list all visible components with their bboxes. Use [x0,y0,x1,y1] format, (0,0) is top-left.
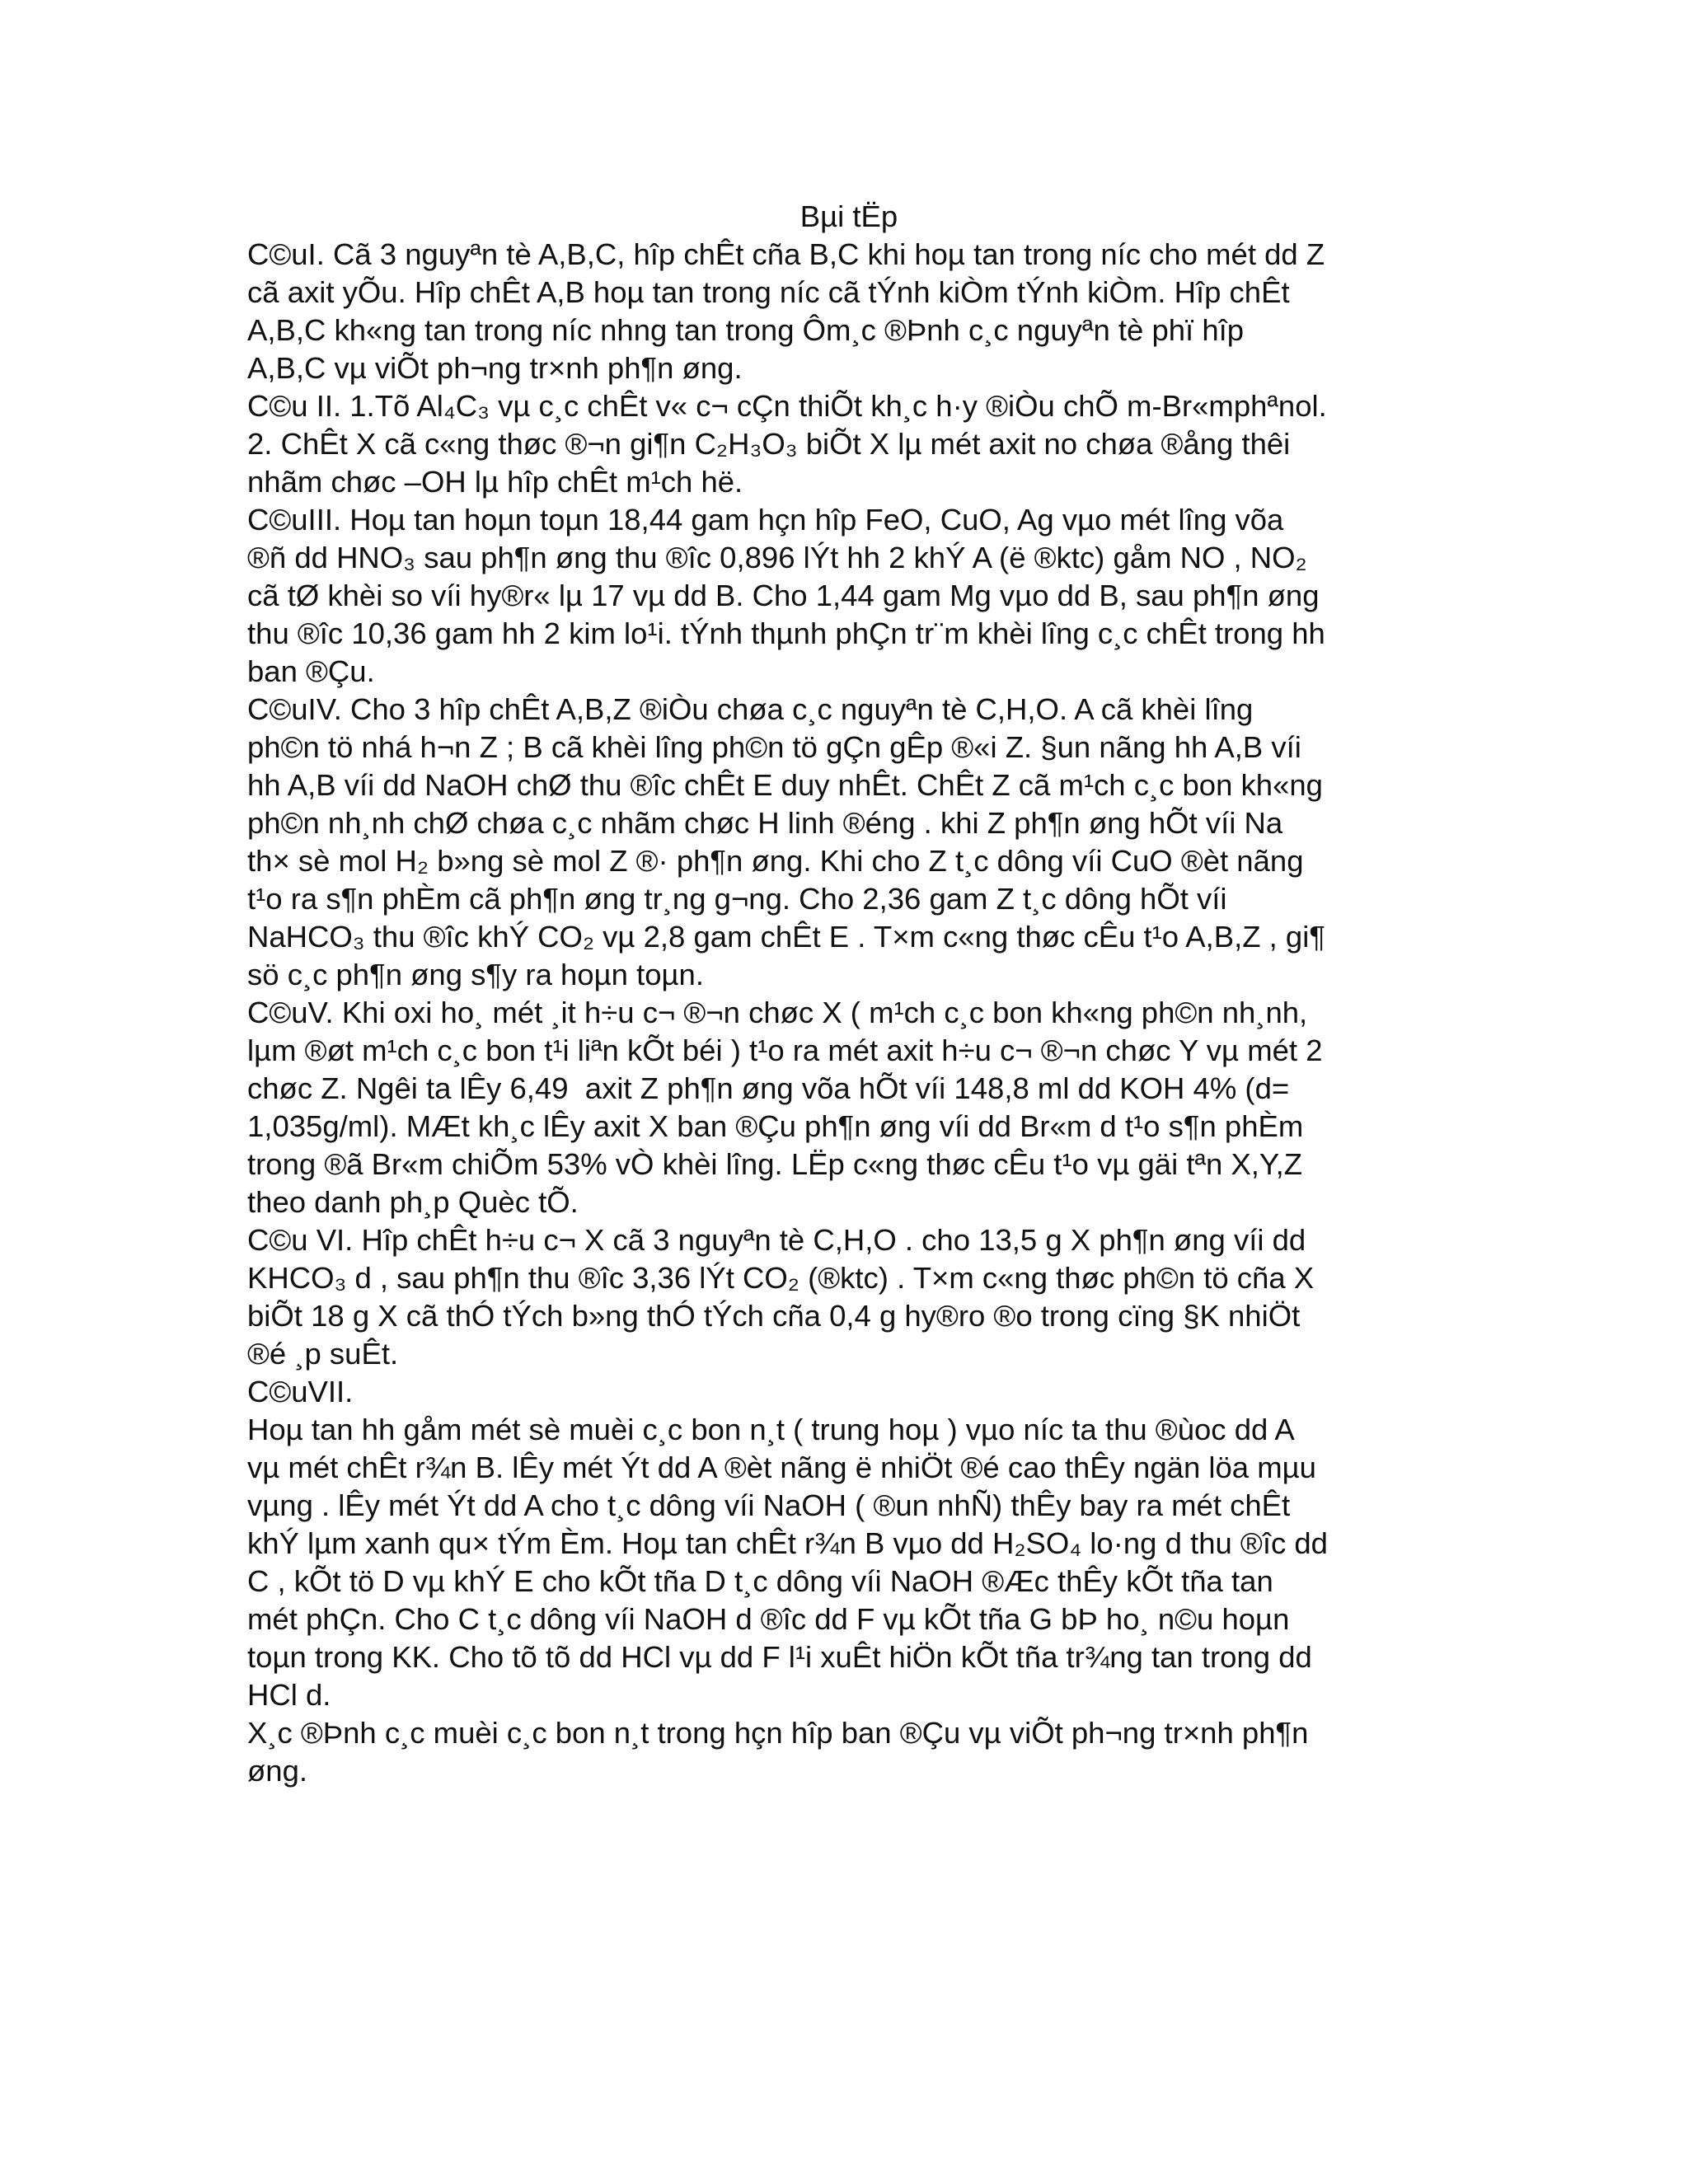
text-line: A,B,C kh«ng tan trong níc nhng tan trong Ôm¸c ®Þnh c¸c nguyªn tè phï hîp [247,313,1245,347]
text-line: vµ mét chÊt r¾n B. lÊy mét Ýt dd A ®èt nãng ë nhiÖt ®é cao thÊy ngän löa mµu [247,1451,1316,1484]
question-paragraph [247,387,1451,501]
text-line: theo danh ph¸p Quèc tÕ. [247,1185,579,1219]
text-line: C©u VI. Hîp chÊt h÷u c¬ X cã 3 nguyªn tè C,H,O . cho 13,5 g X ph¶n øng víi dd [247,1223,1306,1257]
question-paragraph [247,1411,1451,1714]
text-line: ban ®Çu. [247,654,375,688]
text-line: C©uV. Khi oxi ho¸ mét ¸it h÷u c¬ ®¬n chøc X ( m¹ch c¸c bon kh«ng ph©n nh¸nh, [247,996,1308,1029]
text-line: A,B,C vµ viÕt ph¬ng tr×nh ph¶n øng. [247,351,743,385]
text-line: ph©n tö nhá h¬n Z ; B cã khèi lîng ph©n tö gÇn gÊp ®«i Z. §un nãng hh A,B víi [247,730,1301,764]
text-line: 2. ChÊt X cã c«ng thøc ®¬n gi¶n C₂H₃O₃ biÕt X lµ mét axit no chøa ®ång thêi [247,427,1291,461]
question-paragraph [247,1714,1451,1790]
text-line: toµn trong KK. Cho tõ tõ dd HCl vµ dd F l¹i xuÊt hiÖn kÕt tña tr¾ng tan trong dd [247,1640,1312,1674]
text-line: thu ®îc 10,36 gam hh 2 kim lo¹i. tÝnh thµnh phÇn tr¨m khèi lîng c¸c chÊt trong hh [247,616,1325,650]
text-line: chøc Z. Ngêi ta lÊy 6,49 axit Z ph¶n øng võa hÕt víi 148,8 ml dd KOH 4% (d= [247,1071,1290,1105]
text-line: HCl d. [247,1678,331,1712]
text-line: lµm ®øt m¹ch c¸c bon t¹i liªn kÕt béi ) t¹o ra mét axit h÷u c¬ ®¬n chøc Y vµ mét 2 [247,1033,1323,1067]
text-line: C©uVII. [247,1375,354,1408]
text-line: cã axit yÕu. Hîp chÊt A,B hoµ tan trong níc cã tÝnh kiÒm tÝnh kiÒm. Hîp chÊt [247,275,1290,309]
text-line: ®é ¸p suÊt. [247,1337,399,1371]
text-line: C©uIV. Cho 3 hîp chÊt A,B,Z ®iÒu chøa c¸c nguyªn tè C,H,O. A cã khèi lîng [247,692,1254,726]
question-paragraph [247,691,1451,994]
text-line: NaHCO₃ thu ®îc khÝ CO₂ vµ 2,8 gam chÊt E . T×m c«ng thøc cÊu t¹o A,B,Z , gi¶ [247,920,1325,954]
text-line: ph©n nh¸nh chØ chøa c¸c nhãm chøc H linh ®éng . khi Z ph¶n øng hÕt víi Na [247,806,1283,840]
question-paragraph [247,1221,1451,1373]
text-line: biÕt 18 g X cã thÓ tÝch b»ng thÓ tÝch cña 0,4 g hy®ro ®o trong cïng §K nhiÖt [247,1299,1301,1333]
text-line: ®ñ dd HNO₃ sau ph¶n øng thu ®îc 0,896 lÝt hh 2 khÝ A (ë ®ktc) gåm NO , NO₂ [247,541,1307,574]
document-title: Bµi tËp [799,199,898,233]
text-line: 1,035g/ml). MÆt kh¸c lÊy axit X ban ®Çu ph¶n øng víi dd Br«m d t¹o s¶n phÈm [247,1109,1304,1143]
text-line: trong ®ã Br«m chiÕm 53% vÒ khèi lîng. LËp c«ng thøc cÊu t¹o vµ gäi tªn X,Y,Z [247,1147,1303,1181]
text-line: C©uI. Cã 3 nguyªn tè A,B,C, hîp chÊt cña B,C khi hoµ tan trong níc cho mét dd Z [247,237,1325,271]
text-line: øng. [247,1754,308,1788]
question-paragraph [247,236,1451,387]
document-body [247,198,1451,1790]
text-line: KHCO₃ d , sau ph¶n thu ®îc 3,36 lÝt CO₂ (®ktc) . T×m c«ng thøc ph©n tö cña X [247,1261,1315,1295]
text-line: C©uIII. Hoµ tan hoµn toµn 18,44 gam hçn hîp FeO, CuO, Ag vµo mét lîng võa [247,503,1284,537]
question-paragraph [247,501,1451,691]
text-line: vµng . lÊy mét Ýt dd A cho t¸c dông víi NaOH ( ®un nhÑ) thÊy bay ra mét chÊt [247,1488,1291,1522]
text-line: nhãm chøc –OH lµ hîp chÊt m¹ch hë. [247,465,743,499]
text-line: X¸c ®Þnh c¸c muèi c¸c bon n¸t trong hçn hîp ban ®Çu vµ viÕt ph¬ng tr×nh ph¶n [247,1716,1309,1750]
text-line: Hoµ tan hh gåm mét sè muèi c¸c bon n¸t ( trung hoµ ) vµo níc ta thu ®ùoc dd A [247,1413,1295,1446]
text-line: mét phÇn. Cho C t¸c dông víi NaOH d ®îc dd F vµ kÕt tña G bÞ ho¸ n©u hoµn [247,1602,1290,1636]
text-line: khÝ lµm xanh qu× tÝm Èm. Hoµ tan chÊt r¾n B vµo dd H₂SO₄ lo·ng d thu ®îc dd [247,1526,1328,1560]
text-line: th× sè mol H₂ b»ng sè mol Z ®· ph¶n øng. Khi cho Z t¸c dông víi CuO ®èt nãng [247,844,1304,878]
text-line: hh A,B víi dd NaOH chØ thu ®îc chÊt E duy nhÊt. ChÊt Z cã m¹ch c¸c bon kh«ng [247,768,1323,802]
question-paragraph [247,994,1451,1221]
text-line: t¹o ra s¶n phÈm cã ph¶n øng tr¸ng g¬ng. Cho 2,36 gam Z t¸c dông hÕt víi [247,882,1227,916]
text-line: cã tØ khèi so víi hy®r« lµ 17 vµ dd B. Cho 1,44 gam Mg vµo dd B, sau ph¶n øng [247,579,1320,612]
text-line: C , kÕt tö D vµ khÝ E cho kÕt tña D t¸c dông víi NaOH ®Æc thÊy kÕt tña tan [247,1564,1273,1598]
question-paragraph [247,1373,1451,1411]
text-line: sö c¸c ph¶n øng s¶y ra hoµn toµn. [247,958,704,991]
text-line: C©u II. 1.Tõ Al₄C₃ vµ c¸c chÊt v« c¬ cÇn thiÕt kh¸c h·y ®iÒu chÕ m-Br«mphªnol. [247,389,1327,423]
